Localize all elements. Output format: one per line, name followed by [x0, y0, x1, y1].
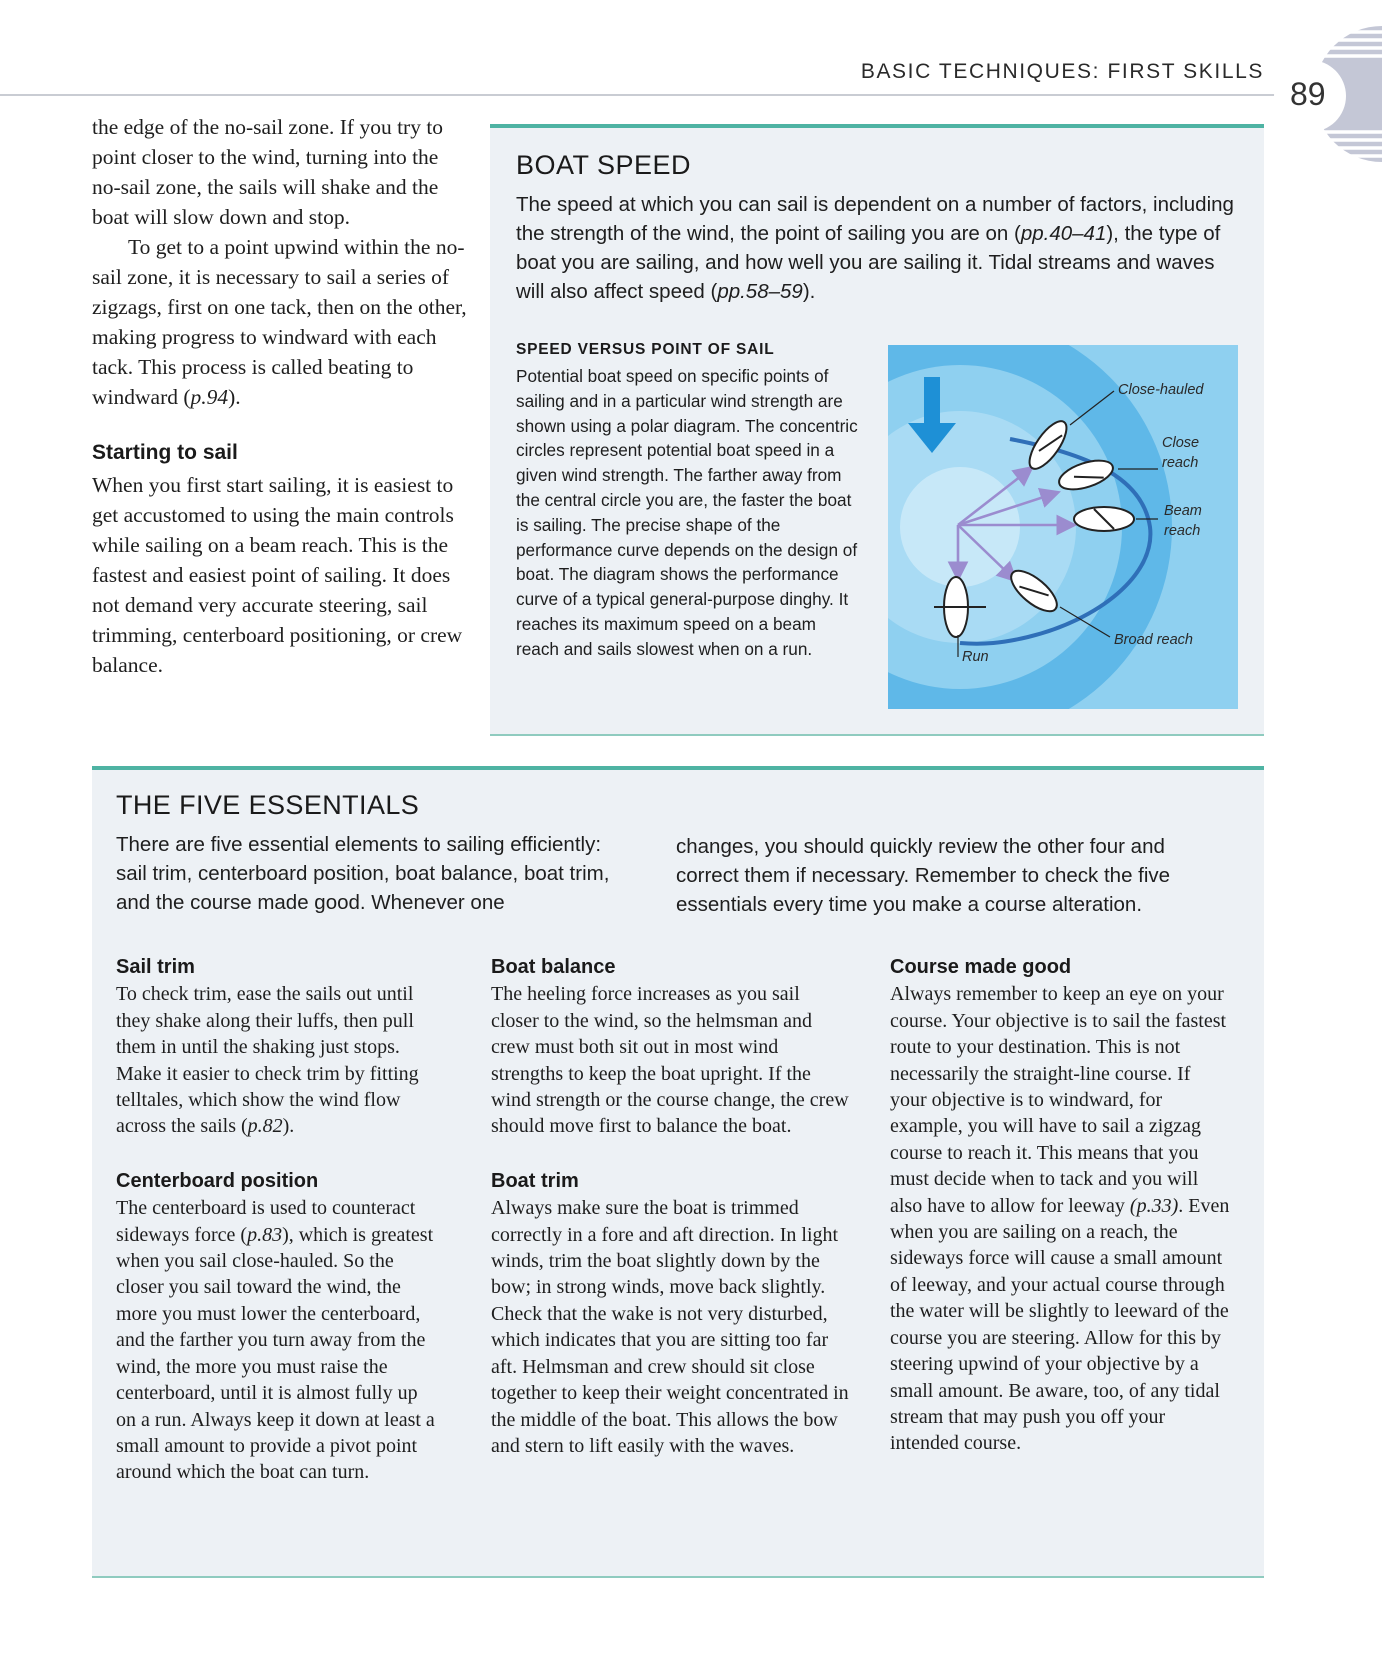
boat-speed-intro: The speed at which you can sail is dependent on a number of factors, including the strength of the wind, the point of sailing you are on (pp.40–41), the type of boat you are sailing, and how well you are sailing it. Tidal streams and waves will also affect speed (pp.58–59). — [516, 193, 1234, 303]
paragraph: The centerboard is used to counteract sideways force (p.83), which is greatest when you sail close-hauled. So the closer you sail toward the wind, the more you must lower the centerboard, and the farther you turn away from the wind, the more you must raise the centerboard, until it is almost fully up on a run. Always keep it down at least a small amount to provide a pivot point around which the boat can turn. — [116, 1197, 435, 1484]
five-essentials-intro: changes, you should quickly review the other four and correct them if necessary. Remember to check the five essentials every time you make a course alteration. — [676, 835, 1171, 916]
page-tab-graphic — [1270, 24, 1382, 164]
subheading-boat-trim: Boat trim — [491, 1169, 579, 1192]
page-reference: pp.40–41 — [1020, 222, 1107, 245]
diagram-heading: SPEED VERSUS POINT OF SAIL — [516, 341, 775, 358]
label-close-reach: reach — [1162, 455, 1199, 471]
essentials-column — [890, 954, 1230, 1457]
label-close-hauled: Close-hauled — [1118, 382, 1204, 398]
subheading-sail-trim: Sail trim — [116, 956, 195, 978]
label-run: Run — [962, 649, 989, 665]
section-title: BASIC TECHNIQUES: FIRST SKILLS — [860, 60, 1264, 83]
page-reference: p.94 — [190, 385, 229, 409]
five-essentials-title: THE FIVE ESSENTIALS — [116, 790, 420, 820]
paragraph: When you first start sailing, it is easiest to get accustomed to using the main controls while sailing on a beam reach. This is the fastest and easiest point of sailing. It does not demand very accurate steering, sail trimming, centerboard positioning, or crew balance. — [92, 473, 463, 677]
paragraph: The heeling force increases as you sail closer to the wind, so the helmsman and crew must both sit out in most wind strengths to keep the boat upright. If the wind strength or the course change, the crew should move first to balance the boat. — [491, 983, 849, 1138]
subheading-course-made-good: Course made good — [890, 956, 1072, 978]
label-close-reach: Close — [1162, 435, 1200, 451]
subheading-starting-to-sail: Starting to sail — [92, 441, 238, 464]
boat-speed-title: BOAT SPEED — [516, 150, 692, 180]
paragraph: To get to a point upwind within the no-sail zone, it is necessary to sail a series of zigzags, first on one tack, then on the other, making progress to windward with each tack. This process is called beating to windward (p.94). — [92, 235, 467, 409]
subheading-centerboard-position: Centerboard position — [116, 1169, 319, 1192]
paragraph: To check trim, ease the sails out until they shake along their luffs, then pull them in until the shaking just stops. Make it easier to check trim by fitting telltales, which show the wind flow across the sails (p.82). — [116, 983, 419, 1138]
page-number: 89 — [1290, 76, 1326, 112]
five-essentials-panel — [92, 766, 1264, 1578]
label-beam-reach: Beam — [1164, 503, 1202, 519]
page-reference: p.82 — [247, 1115, 283, 1138]
essentials-column — [116, 954, 436, 1486]
paragraph: Always remember to keep an eye on your course. Your objective is to sail the fastest route to your destination. This is not necessarily the straight-line course. If your objective is to windward, for example, you will have to sail a zigzag course to reach it. This means that you must decide when to tack and you will also have to allow for leeway (p.33). Even when you are sailing on a reach, the sideways force will cause a small amount of leeway, and your actual course through the water will be slightly to leeward of the course you are steering. Allow for this by steering upwind of your objective by a small amount. Be aware, too, of any tidal stream that may push you off your intended course. — [890, 983, 1230, 1455]
header-rule — [0, 94, 1280, 96]
label-broad-reach: Broad reach — [1114, 632, 1193, 648]
five-essentials-intro: There are five essential elements to sailing efficiently: sail trim, centerboard position, boat balance, boat trim, and the course made good. Whenever one — [116, 833, 610, 914]
boat-speed-panel — [490, 124, 1264, 736]
boat-icon — [1074, 507, 1134, 531]
left-column-text — [92, 112, 472, 680]
essentials-column — [491, 954, 851, 1459]
paragraph: Always make sure the boat is trimmed correctly in a fore and aft direction. In light winds, trim the boat slightly down by the bow; in strong winds, move back slightly. Check that the wake is not very disturbed, which indicates that you are sitting too far aft. Helmsman and crew should sit close together to keep their weight concentrated in the middle of the boat. This allows the bow and stern to lift easily with the waves. — [491, 1197, 849, 1457]
page-reference: (p.33) — [1129, 1194, 1179, 1217]
polar-diagram — [888, 345, 1238, 709]
subheading-boat-balance: Boat balance — [491, 956, 616, 978]
diagram-caption: Potential boat speed on specific points of sailing and in a particular wind strength are shown using a polar diagram. The concentric circles represent potential boat speed in a given wind strength. The farther away from the central circle you are, the faster the boat is sailing. The precise shape of the performance curve depends on the design of boat. The diagram shows the performance curve of a typical general-purpose dinghy. It reaches its maximum speed on a beam reach and sails slowest when on a run. — [516, 366, 858, 659]
page-reference: pp.58–59 — [717, 280, 803, 303]
page-reference: p.83 — [247, 1223, 283, 1246]
paragraph: the edge of the no-sail zone. If you try to point closer to the wind, turning into the no-sail zone, the sails will shake and the boat will slow down and stop. — [92, 115, 444, 229]
label-beam-reach: reach — [1164, 523, 1201, 539]
